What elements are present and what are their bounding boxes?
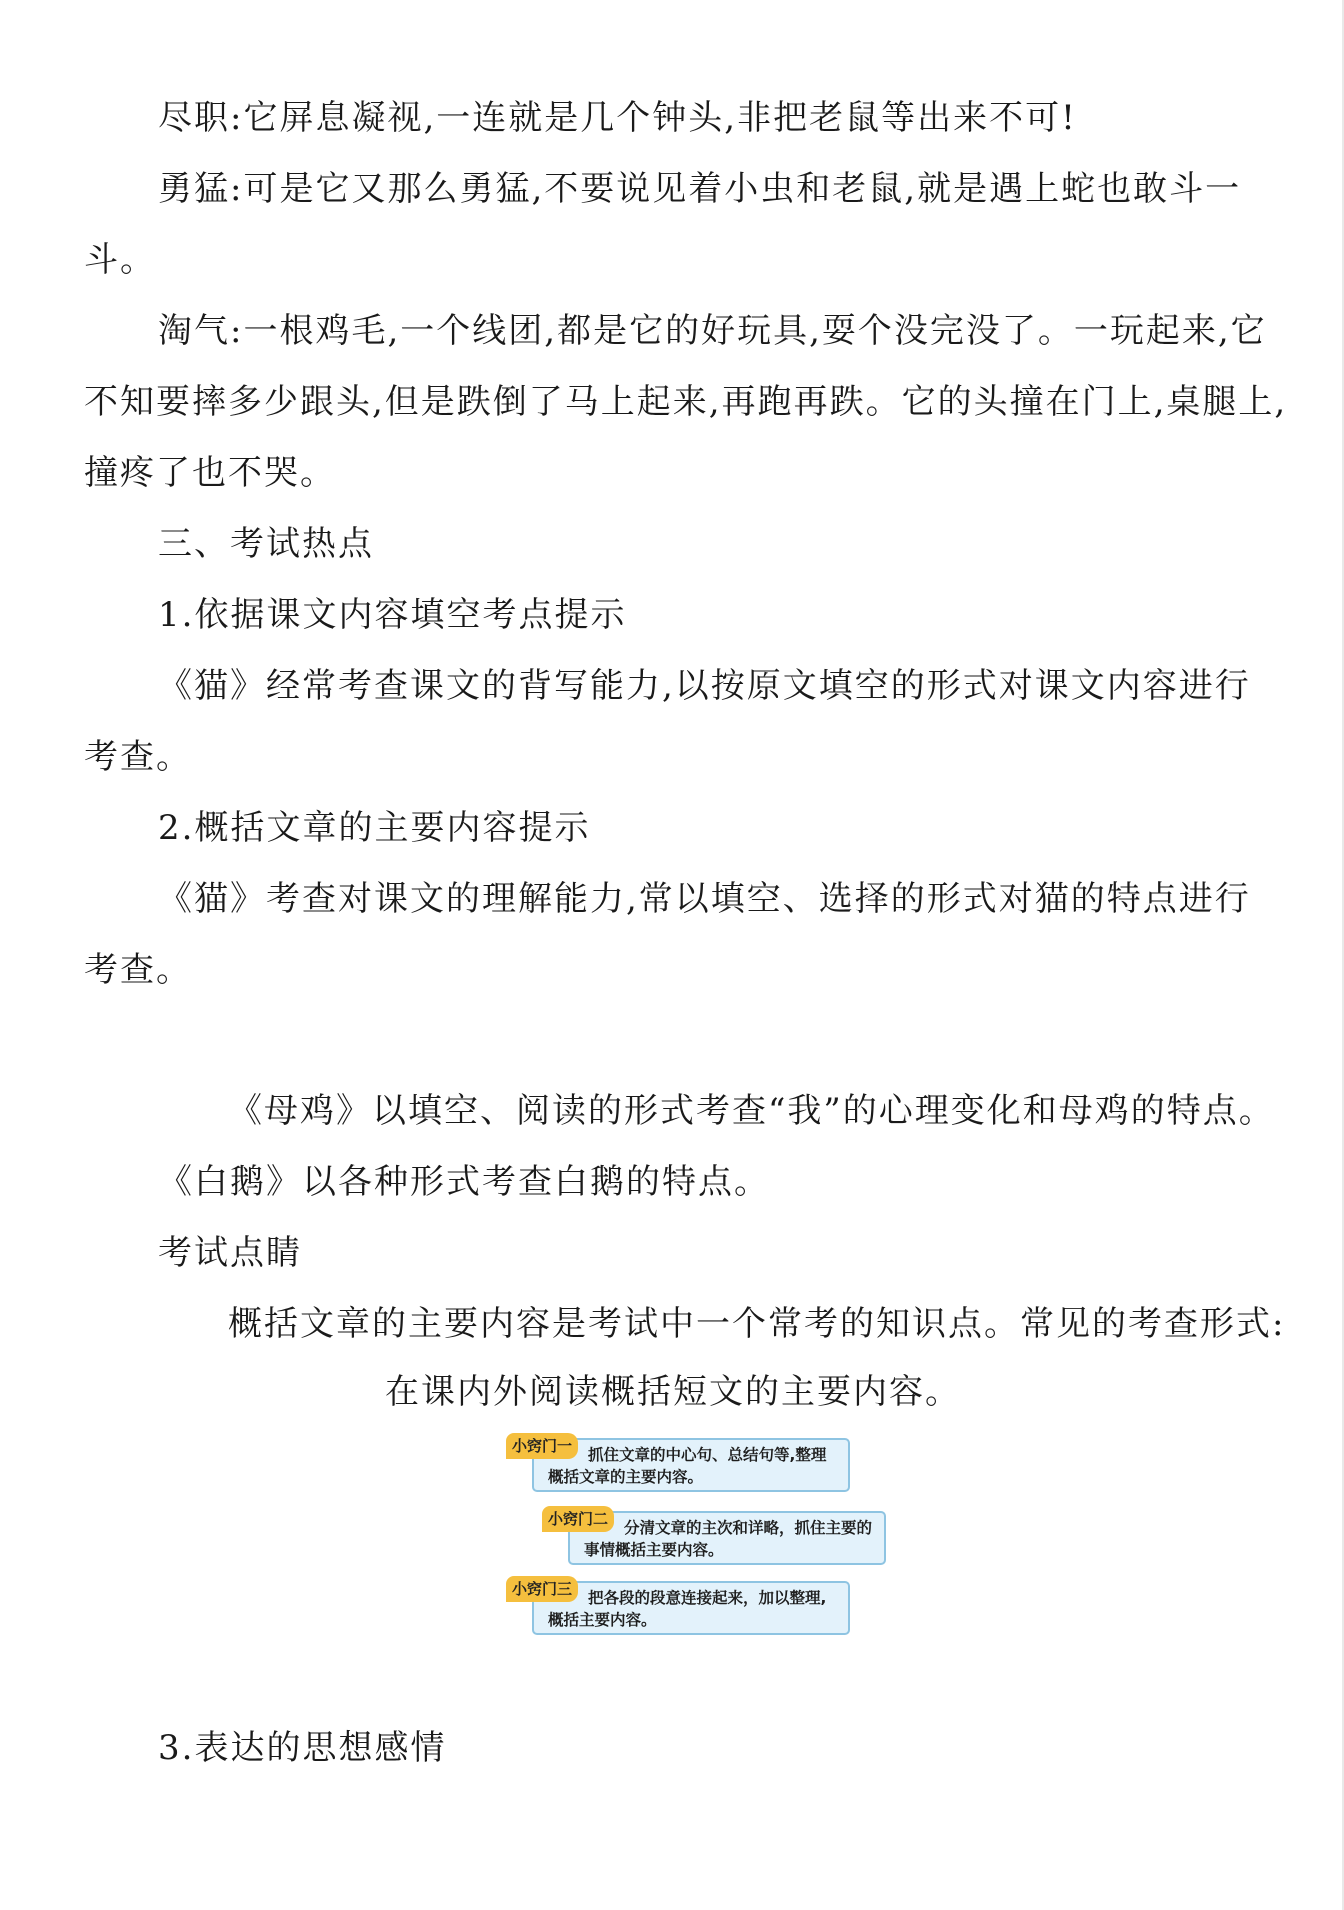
tip-label-2: 小窍门二	[542, 1506, 614, 1532]
paragraph-naughty-line-2: 不知要摔多少跟头,但是跌倒了马上起来,再跑再跌。它的头撞在门上,桌腿上,	[84, 382, 1288, 422]
paragraph-naughty-line-3: 撞疼了也不哭。	[84, 453, 336, 493]
paragraph-hen: 《母鸡》以填空、阅读的形式考查“我”的心理变化和母鸡的特点。	[228, 1091, 1275, 1131]
tip-text-1: 抓住文章的中心句、总结句等,整理概括文章的主要内容。	[548, 1446, 827, 1486]
tip-box-3	[532, 1581, 850, 1635]
paragraph-brave-line-1: 勇猛:可是它又那么勇猛,不要说见着小虫和老鼠,就是遇上蛇也敢斗一	[158, 169, 1242, 209]
paragraph-diligent: 尽职:它屏息凝视,一连就是几个钟头,非把老鼠等出来不可!	[158, 98, 1077, 138]
tip-box-1	[532, 1438, 850, 1492]
paragraph-naughty-line-1: 淘气:一根鸡毛,一个线团,都是它的好玩具,耍个没完没了。一玩起来,它	[158, 311, 1267, 351]
exam-tip-line-1: 概括文章的主要内容是考试中一个常考的知识点。常见的考查形式:	[228, 1304, 1286, 1344]
paragraph-cat-fill-line-2: 考查。	[84, 737, 192, 777]
exam-tip-line-2: 在课内外阅读概括短文的主要内容。	[385, 1372, 961, 1412]
paragraph-cat-understand-line-1: 《猫》考查对课文的理解能力,常以填空、选择的形式对猫的特点进行	[158, 879, 1251, 919]
paragraph-cat-understand-line-2: 考查。	[84, 950, 192, 990]
paragraph-cat-fill-line-1: 《猫》经常考查课文的背写能力,以按原文填空的形式对课文内容进行	[158, 666, 1251, 706]
tip-label-1: 小窍门一	[506, 1433, 578, 1459]
exam-tip-heading: 考试点睛	[158, 1233, 302, 1273]
tip-label-3: 小窍门三	[506, 1576, 578, 1602]
heading-2: 2.概括文章的主要内容提示	[158, 808, 591, 848]
tip-text-2: 分清文章的主次和详略，抓住主要的事情概括主要内容。	[584, 1519, 873, 1559]
paragraph-goose: 《白鹅》以各种形式考查白鹅的特点。	[158, 1162, 770, 1202]
section-heading: 三、考试热点	[158, 524, 374, 564]
paragraph-brave-line-2: 斗。	[84, 240, 156, 280]
tip-box-2	[568, 1511, 886, 1565]
heading-3: 3.表达的思想感情	[158, 1728, 447, 1768]
heading-1: 1.依据课文内容填空考点提示	[158, 595, 627, 635]
tip-text-3: 把各段的段意连接起来，加以整理,概括主要内容。	[548, 1589, 827, 1629]
